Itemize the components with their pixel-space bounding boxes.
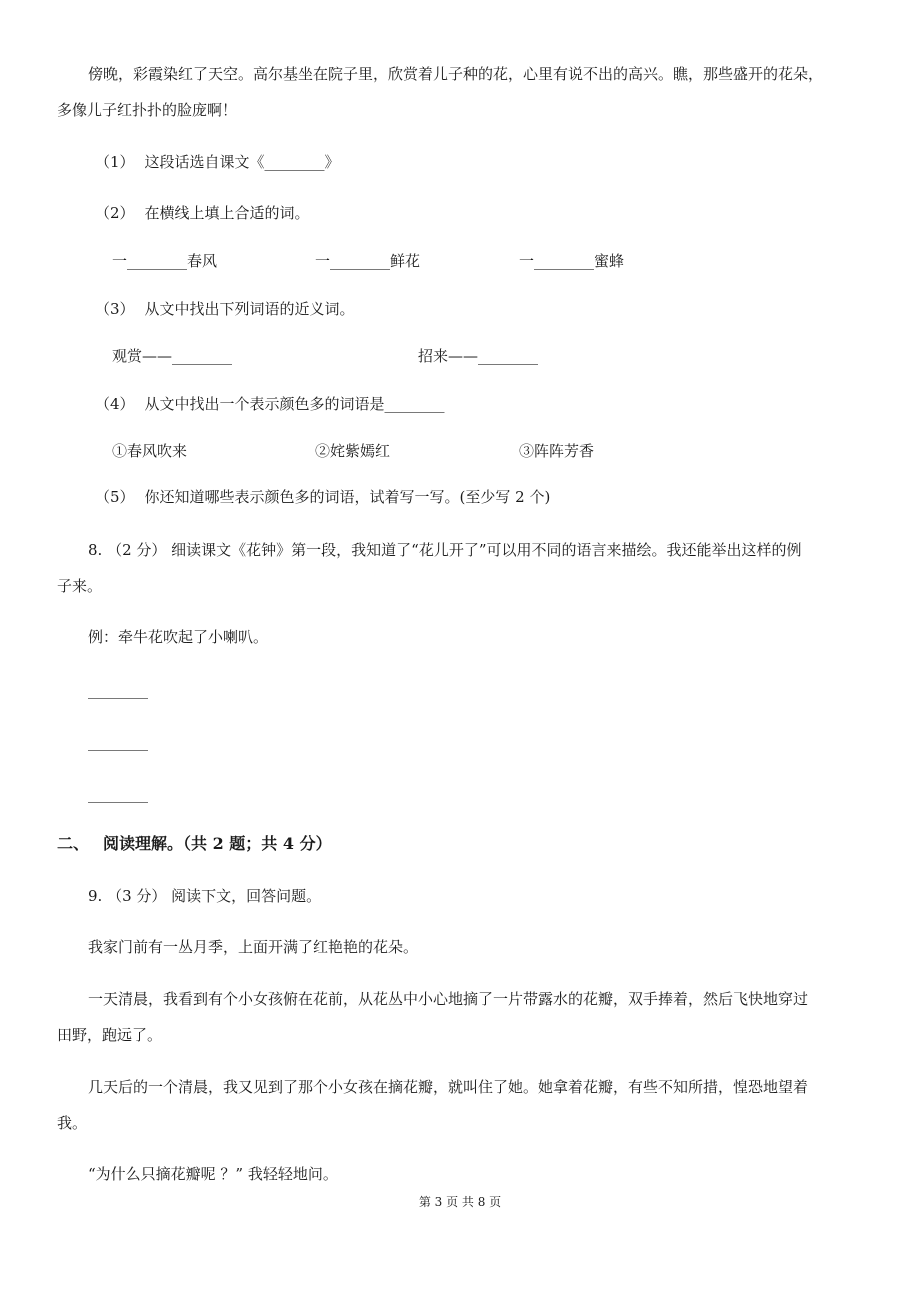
q7-sub1-text: 这段话选自课文《________》	[144, 153, 340, 171]
q7-sub3-num: （3）	[95, 300, 135, 318]
section-2-heading	[57, 834, 332, 854]
q7-sub3-item-1: 观赏——________	[112, 347, 233, 365]
q9-paragraph-2-line-1: 一天清晨，我看到有个小女孩俯在花前，从花丛中小心地摘了一片带露水的花瓣，双手捧着，然后飞快地穿过	[88, 990, 809, 1008]
q9-paragraph-1: 我家门前有一丛月季，上面开满了红艳艳的花朵。	[88, 938, 419, 956]
q7-sub3-text: 从文中找出下列词语的近义词。	[144, 300, 355, 318]
q9-paragraph-2-line-2: 田野，跑远了。	[57, 1026, 163, 1044]
q8-line-1: 8. （2 分） 细读课文《花钟》第一段，我知道了“花儿开了”可以用不同的语言来描绘。我还能举出这样的例	[88, 541, 802, 559]
page-footer: 第 3 页 共 8 页	[418, 1195, 502, 1209]
q8-answer-line-2: ________	[88, 733, 148, 751]
passage-line-1: 傍晚，彩霞染红了天空。高尔基坐在院子里，欣赏着儿子种的花，心里有说不出的高兴。瞧，那些盛开的花朵，	[88, 65, 824, 83]
q7-sub4	[95, 394, 445, 414]
q7-sub2-num: （2）	[95, 204, 135, 222]
passage-line-2: 多像儿子红扑扑的脸庞啊！	[57, 101, 238, 119]
section-2-title: 阅读理解。（共 2 题；共 4 分）	[103, 834, 332, 853]
q8-line-2: 子来。	[57, 577, 103, 595]
q9-paragraph-3-line-1: 几天后的一个清晨，我又见到了那个小女孩在摘花瓣，就叫住了她。她拿着花瓣，有些不知所措，惶恐地望着	[88, 1078, 809, 1096]
q7-sub2	[95, 203, 310, 223]
q9-paragraph-3-line-2: 我。	[57, 1114, 88, 1132]
q7-sub3	[95, 299, 355, 319]
q7-sub3-item-2: 招来——________	[418, 347, 539, 365]
q7-sub2-text: 在横线上填上合适的词。	[144, 204, 310, 222]
q7-sub5	[95, 487, 550, 507]
q7-sub2-blank-1: 一________春风	[112, 252, 218, 270]
q7-sub4-text: 从文中找出一个表示颜色多的词语是________	[144, 395, 445, 413]
q7-sub2-blank-2: 一________鲜花	[315, 252, 421, 270]
q7-sub5-num: （5）	[95, 488, 135, 506]
q8-example: 例：牵牛花吹起了小喇叭。	[88, 628, 269, 646]
q8-answer-line-1: ________	[88, 681, 148, 699]
q8-answer-line-3: ________	[88, 785, 148, 803]
section-2-num: 二、	[57, 834, 90, 853]
q7-sub5-text: 你还知道哪些表示颜色多的词语，试着写一写。(至少写 2 个)	[144, 488, 551, 506]
q7-sub4-option-1: ①春风吹来	[112, 442, 188, 460]
q9-header: 9. （3 分） 阅读下文，回答问题。	[88, 887, 322, 905]
q7-sub4-num: （4）	[95, 395, 135, 413]
q7-sub1	[95, 152, 340, 172]
q7-sub2-blank-3: 一________蜜蜂	[519, 252, 625, 270]
q7-sub4-option-3: ③阵阵芳香	[519, 442, 595, 460]
q7-sub4-option-2: ②姹紫嫣红	[315, 442, 391, 460]
q9-paragraph-4: “为什么只摘花瓣呢 ？” 我轻轻地问。	[88, 1165, 338, 1183]
q7-sub1-num: （1）	[95, 153, 135, 171]
